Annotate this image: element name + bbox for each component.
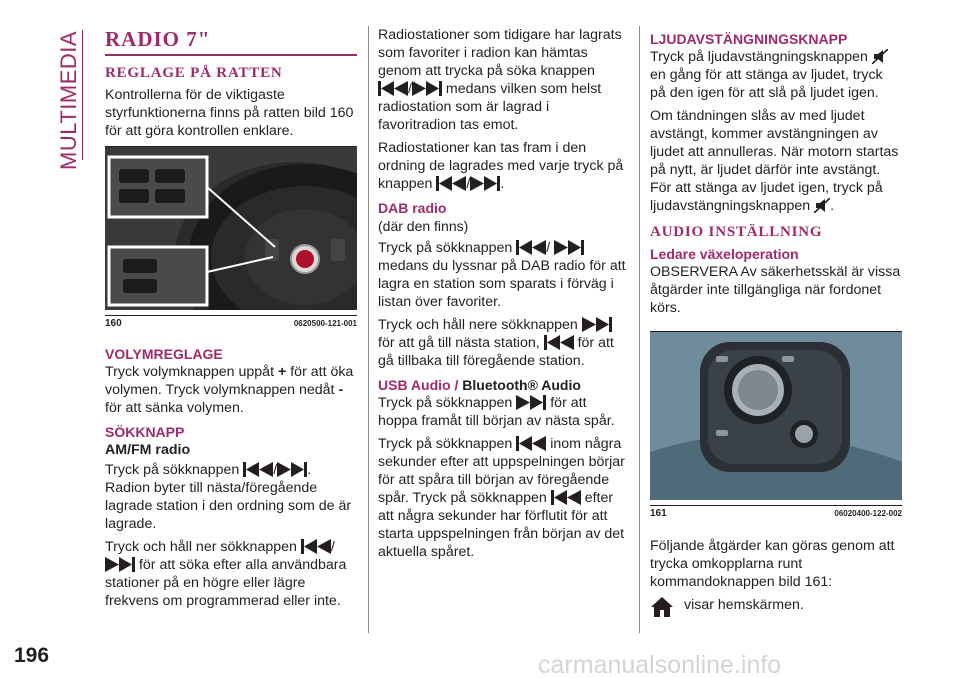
- dab-paragraph-1: Tryck på sökknappen / medans du lyssnar på DAB radio för att lagra en station som sparats i förväg i listan över favoriter.: [378, 240, 626, 310]
- mute-heading: LJUDAVSTÄNGNINGSKNAPP: [650, 31, 848, 47]
- amfm-paragraph-1: Tryck på sökknappen / . Radion byter till nästa/föregående lagrade station i den ordning som de är lagrade.: [105, 462, 352, 532]
- figure-code: 0620500-121-001: [293, 319, 357, 328]
- seek-back-icon: [551, 490, 581, 505]
- steering-wheel-photo: [105, 147, 357, 315]
- seek-back-icon: [516, 436, 546, 451]
- seek-forward-icon: [554, 240, 584, 255]
- figure-number: 161: [650, 508, 667, 519]
- mute-icon: [814, 198, 830, 213]
- figure-161: [650, 331, 902, 521]
- seek-forward-icon: [470, 176, 500, 191]
- plus-symbol: +: [277, 364, 287, 380]
- order-paragraph: Radiostationer kan tas fram i den ordning de lagrades med varje tryck på knappen / .: [378, 140, 624, 192]
- figure-caption: [650, 505, 902, 521]
- seek-heading: SÖKKNAPP: [105, 424, 185, 440]
- mute-icon: [872, 49, 888, 64]
- side-label-rule: [82, 30, 83, 160]
- seek-forward-icon: [105, 557, 135, 572]
- watermark: carmanualsonline.info: [538, 651, 782, 678]
- following-paragraph: Följande åtgärder kan göras genom att trycka omkopplarna runt kommandoknappen bild 161:: [650, 538, 895, 590]
- column-divider-1: [368, 26, 369, 633]
- column-divider-2: [639, 26, 640, 633]
- volume-heading: VOLYMREGLAGE: [105, 346, 223, 362]
- mute-paragraph-2: Om tändningen slås av med ljudet avstängt, kommer avstängningen av ljudet att annulleras. När motorn startas på nytt, är ljudet därför inte avstängt. För att stänga av ljudet igen, tryck på ljudavstängningsknappen .: [650, 108, 899, 214]
- seek-forward-icon: [412, 81, 442, 96]
- section-side-label: MULTIMEDIA: [56, 30, 81, 170]
- volume-paragraph: Tryck volymknappen uppåt + för att öka volymen. Tryck volymknappen nedåt - för att sänka volymen.: [105, 364, 354, 416]
- usb-paragraph-1: Tryck på sökknappen för att hoppa framåt till början av nästa spår.: [378, 395, 615, 429]
- dab-paragraph-2: Tryck och håll nere sökknappen för att gå till nästa station, för att gå tillbaka till föregående station.: [378, 317, 614, 369]
- page-title: RADIO 7": [105, 27, 211, 51]
- amfm-paragraph-2: Tryck och håll ner sökknappen / för att söka efter alla användbara stationer på en högre eller lägre frekvens om programmerad eller inte.: [105, 539, 347, 609]
- mute-paragraph-1: Tryck på ljudavstängningsknappen en gång för att stänga av ljudet, tryck på den igen för att slå på ljudet igen.: [650, 48, 902, 102]
- seek-back-icon: [301, 539, 331, 554]
- seek-forward-icon: [277, 462, 307, 477]
- seek-back-icon: [243, 462, 273, 477]
- home-text: visar hemskärmen.: [684, 597, 804, 613]
- audio-settings-heading: AUDIO INSTÄLLNING: [650, 224, 823, 240]
- figure-number: 160: [105, 318, 122, 329]
- section-heading-steering: REGLAGE PÅ RATTEN: [105, 65, 283, 81]
- usb-heading: USB Audio / Bluetooth® Audio: [378, 377, 581, 393]
- favorites-paragraph: Radiostationer som tidigare har lagrats som favoriter i radion kan hämtas genom att trycka på söka knappen / medans vilken som helst radiostation som är lagrad i favoritradion tas emot.: [378, 27, 622, 133]
- title-rule: [105, 54, 357, 56]
- figure-code: 06020400-122-002: [834, 509, 902, 518]
- command-knob-photo: [650, 332, 902, 505]
- amfm-heading: AM/FM radio: [105, 442, 191, 458]
- usb-paragraph-2: Tryck på sökknappen inom några sekunder efter att uppspelningen börjar för att spåra till början av föregående spår. Tryck på sökknappen efter att några sekunder har förflutit för att starta uppspelningen från början av det aktuella spåret.: [378, 436, 625, 560]
- seek-back-icon: [516, 240, 546, 255]
- home-icon: [650, 596, 674, 611]
- figure-caption: [105, 315, 357, 331]
- column-1: [105, 26, 357, 615]
- column-2: [378, 26, 628, 566]
- seek-back-icon: [436, 176, 466, 191]
- seek-forward-icon: [516, 395, 546, 410]
- minus-symbol: -: [338, 382, 344, 398]
- intro-paragraph: Kontrollerna för de viktigaste styrfunktionerna finns på ratten bild 160 för att göra kontrollen enklare.: [105, 87, 354, 139]
- seek-back-icon: [544, 335, 574, 350]
- seek-back-icon: [378, 81, 408, 96]
- controller-heading: Ledare växeloperation: [650, 246, 799, 262]
- controller-note: OBSERVERA Av säkerhetsskäl är vissa åtgärder inte tillgängliga när fordonet körs.: [650, 264, 901, 316]
- seek-forward-icon: [582, 317, 612, 332]
- home-item: [650, 596, 902, 619]
- dab-subheading: (där den finns): [378, 218, 469, 234]
- figure-160: [105, 146, 357, 331]
- page-number: 196: [14, 644, 50, 667]
- column-3: [650, 26, 902, 619]
- dab-heading: DAB radio: [378, 200, 447, 216]
